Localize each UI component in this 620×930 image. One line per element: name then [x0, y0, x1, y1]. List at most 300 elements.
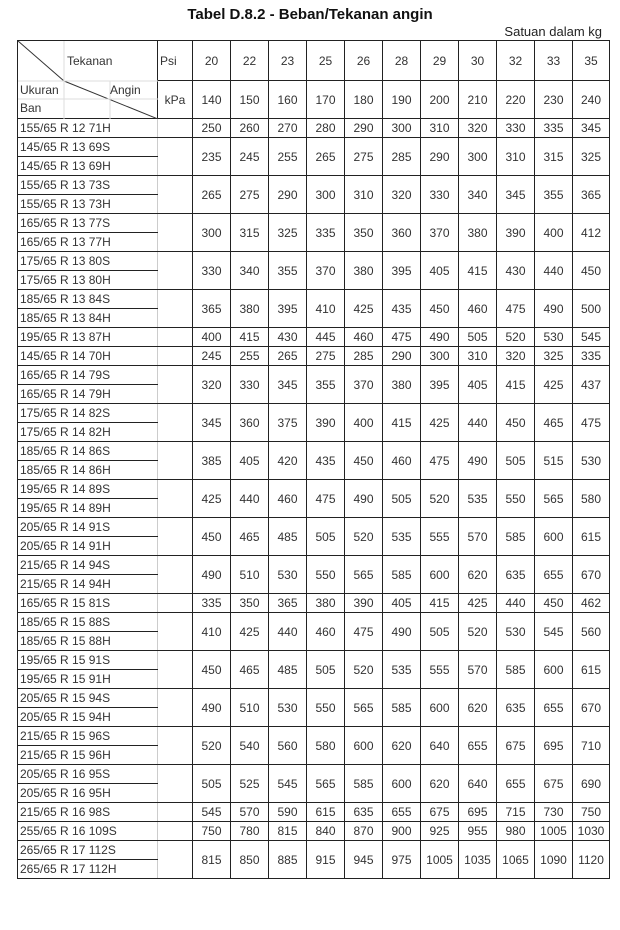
load-value: 490: [383, 613, 421, 651]
load-value: 310: [421, 119, 459, 138]
load-value: 555: [421, 518, 459, 556]
load-value: 585: [497, 518, 535, 556]
tire-size: 195/65 R 14 89S: [18, 480, 158, 499]
table-row: [18, 803, 610, 822]
kpa-value: 220: [497, 81, 535, 119]
load-value: 505: [307, 651, 345, 689]
load-value: 405: [383, 594, 421, 613]
load-value: 510: [231, 556, 269, 594]
load-value: 440: [459, 404, 497, 442]
load-value: 340: [231, 252, 269, 290]
load-value: 325: [269, 214, 307, 252]
label-ukuran: Ukuran: [20, 83, 59, 97]
load-value: 415: [383, 404, 421, 442]
header-row-psi: [18, 41, 610, 81]
tire-size: 175/65 R 13 80S: [18, 252, 158, 271]
load-value: 270: [269, 119, 307, 138]
load-value: 460: [459, 290, 497, 328]
load-value: 525: [231, 765, 269, 803]
table-row: [18, 841, 610, 860]
tire-size: 155/65 R 12 71H: [18, 119, 158, 138]
load-value: 275: [231, 176, 269, 214]
kpa-value: 140: [193, 81, 231, 119]
load-value: 675: [535, 765, 573, 803]
load-value: 535: [383, 518, 421, 556]
load-value: 580: [573, 480, 610, 518]
load-value: 400: [535, 214, 573, 252]
load-value: 425: [231, 613, 269, 651]
load-value: 315: [535, 138, 573, 176]
load-value: 365: [269, 594, 307, 613]
load-value: 290: [345, 119, 383, 138]
load-value: 380: [383, 366, 421, 404]
tire-size: 205/65 R 16 95H: [18, 784, 158, 803]
tire-size: 165/65 R 15 81S: [18, 594, 158, 613]
load-value: 475: [497, 290, 535, 328]
load-value: 460: [307, 613, 345, 651]
blank-cell: [158, 252, 193, 290]
load-value: 285: [345, 347, 383, 366]
load-value: 675: [421, 803, 459, 822]
tire-size: 185/65 R 15 88S: [18, 613, 158, 632]
tire-size: 155/65 R 13 73H: [18, 195, 158, 214]
load-value: 670: [573, 556, 610, 594]
load-value: 465: [231, 651, 269, 689]
tire-size: 215/65 R 15 96S: [18, 727, 158, 746]
tire-size: 195/65 R 14 89H: [18, 499, 158, 518]
load-value: 505: [497, 442, 535, 480]
unit-note: Satuan dalam kg: [504, 24, 602, 39]
load-value: 330: [231, 366, 269, 404]
load-value: 450: [421, 290, 459, 328]
load-value: 530: [535, 328, 573, 347]
load-value: 437: [573, 366, 610, 404]
load-value: 475: [421, 442, 459, 480]
load-value: 300: [307, 176, 345, 214]
tire-size: 185/65 R 13 84S: [18, 290, 158, 309]
load-value: 405: [459, 366, 497, 404]
load-value: 520: [459, 613, 497, 651]
tire-size: 185/65 R 14 86H: [18, 461, 158, 480]
load-value: 380: [307, 594, 345, 613]
kpa-value: 240: [573, 81, 610, 119]
load-value: 580: [307, 727, 345, 765]
load-value: 1090: [535, 841, 573, 879]
load-value: 655: [535, 556, 573, 594]
blank-cell: [158, 727, 193, 765]
load-value: 485: [269, 518, 307, 556]
blank-cell: [158, 765, 193, 803]
load-value: 585: [497, 651, 535, 689]
load-value: 600: [535, 651, 573, 689]
load-value: 475: [345, 613, 383, 651]
load-value: 355: [535, 176, 573, 214]
load-value: 620: [459, 556, 497, 594]
load-value: 400: [345, 404, 383, 442]
load-value: 570: [459, 651, 497, 689]
load-value: 750: [193, 822, 231, 841]
blank-cell: [158, 480, 193, 518]
tire-size: 255/65 R 16 109S: [18, 822, 158, 841]
load-value: 505: [383, 480, 421, 518]
load-value: 300: [383, 119, 421, 138]
load-value: 475: [307, 480, 345, 518]
load-value: 545: [573, 328, 610, 347]
load-value: 585: [383, 556, 421, 594]
blank-cell: [158, 404, 193, 442]
blank-cell: [158, 347, 193, 366]
kpa-value: 210: [459, 81, 497, 119]
load-value: 445: [307, 328, 345, 347]
load-value: 655: [459, 727, 497, 765]
load-value: 325: [535, 347, 573, 366]
load-value: 1030: [573, 822, 610, 841]
load-value: 615: [573, 651, 610, 689]
load-value: 640: [459, 765, 497, 803]
load-value: 350: [345, 214, 383, 252]
load-value: 355: [307, 366, 345, 404]
load-value: 245: [231, 138, 269, 176]
label-tekanan: Tekanan: [67, 54, 113, 68]
load-value: 590: [269, 803, 307, 822]
load-value: 425: [345, 290, 383, 328]
load-value: 670: [573, 689, 610, 727]
load-value: 600: [345, 727, 383, 765]
load-value: 290: [421, 138, 459, 176]
load-value: 505: [421, 613, 459, 651]
table-row: [18, 480, 610, 499]
load-value: 405: [421, 252, 459, 290]
load-value: 570: [459, 518, 497, 556]
load-value: 435: [307, 442, 345, 480]
tire-size: 175/65 R 14 82S: [18, 404, 158, 423]
load-value: 505: [307, 518, 345, 556]
load-value: 655: [497, 765, 535, 803]
load-value: 570: [231, 803, 269, 822]
blank-cell: [158, 328, 193, 347]
load-value: 560: [573, 613, 610, 651]
load-value: 600: [421, 556, 459, 594]
load-value: 245: [193, 347, 231, 366]
load-value: 535: [459, 480, 497, 518]
load-value: 520: [193, 727, 231, 765]
load-value: 450: [345, 442, 383, 480]
tire-size: 205/65 R 15 94H: [18, 708, 158, 727]
load-value: 440: [269, 613, 307, 651]
load-value: 565: [535, 480, 573, 518]
table-row: [18, 651, 610, 670]
load-value: 635: [497, 556, 535, 594]
label-ban: Ban: [20, 101, 42, 115]
load-value: 330: [497, 119, 535, 138]
load-value: 440: [497, 594, 535, 613]
load-value: 635: [497, 689, 535, 727]
load-value: 260: [231, 119, 269, 138]
load-value: 460: [383, 442, 421, 480]
load-value: 345: [193, 404, 231, 442]
psi-value: 22: [231, 41, 269, 81]
load-value: 380: [459, 214, 497, 252]
kpa-value: 160: [269, 81, 307, 119]
blank-cell: [158, 556, 193, 594]
load-value: 730: [535, 803, 573, 822]
load-value: 265: [269, 347, 307, 366]
load-value: 515: [535, 442, 573, 480]
load-value: 555: [421, 651, 459, 689]
load-value: 435: [383, 290, 421, 328]
load-value: 490: [421, 328, 459, 347]
psi-label: Psi: [158, 41, 193, 81]
load-value: 365: [573, 176, 610, 214]
load-value: 390: [497, 214, 535, 252]
load-value: 620: [459, 689, 497, 727]
load-value: 545: [535, 613, 573, 651]
load-value: 450: [193, 518, 231, 556]
load-value: 440: [535, 252, 573, 290]
blank-cell: [158, 214, 193, 252]
load-value: 635: [345, 803, 383, 822]
load-value: 310: [497, 138, 535, 176]
load-pressure-table: [17, 40, 610, 879]
table-row: [18, 765, 610, 784]
kpa-value: 200: [421, 81, 459, 119]
load-value: 840: [307, 822, 345, 841]
psi-value: 28: [383, 41, 421, 81]
load-value: 675: [497, 727, 535, 765]
load-value: 1120: [573, 841, 610, 879]
load-value: 620: [421, 765, 459, 803]
load-value: 540: [231, 727, 269, 765]
load-value: 400: [193, 328, 231, 347]
load-value: 415: [497, 366, 535, 404]
load-value: 550: [307, 689, 345, 727]
load-value: 980: [497, 822, 535, 841]
load-value: 320: [193, 366, 231, 404]
load-value: 780: [231, 822, 269, 841]
load-value: 335: [193, 594, 231, 613]
load-value: 565: [345, 689, 383, 727]
load-value: 325: [573, 138, 610, 176]
load-value: 462: [573, 594, 610, 613]
psi-value: 25: [307, 41, 345, 81]
table-row: [18, 556, 610, 575]
load-value: 290: [269, 176, 307, 214]
tire-size: 215/65 R 14 94H: [18, 575, 158, 594]
load-value: 615: [573, 518, 610, 556]
table-row: [18, 252, 610, 271]
load-value: 490: [345, 480, 383, 518]
load-value: 390: [345, 594, 383, 613]
load-value: 530: [497, 613, 535, 651]
tire-size: 145/65 R 13 69H: [18, 157, 158, 176]
table-row: [18, 727, 610, 746]
psi-value: 32: [497, 41, 535, 81]
load-value: 300: [421, 347, 459, 366]
tire-size: 215/65 R 15 96H: [18, 746, 158, 765]
load-value: 975: [383, 841, 421, 879]
load-value: 520: [345, 518, 383, 556]
load-value: 585: [345, 765, 383, 803]
load-value: 310: [345, 176, 383, 214]
load-value: 380: [345, 252, 383, 290]
load-value: 310: [459, 347, 497, 366]
load-value: 505: [193, 765, 231, 803]
load-value: 450: [497, 404, 535, 442]
load-value: 440: [231, 480, 269, 518]
tire-size: 165/65 R 13 77S: [18, 214, 158, 233]
tire-size: 185/65 R 15 88H: [18, 632, 158, 651]
load-value: 425: [535, 366, 573, 404]
load-value: 815: [193, 841, 231, 879]
load-value: 410: [193, 613, 231, 651]
kpa-value: 180: [345, 81, 383, 119]
table-row: [18, 404, 610, 423]
load-value: 915: [307, 841, 345, 879]
load-value: 475: [383, 328, 421, 347]
load-value: 340: [459, 176, 497, 214]
load-value: 250: [193, 119, 231, 138]
blank-cell: [158, 176, 193, 214]
load-value: 275: [307, 347, 345, 366]
load-value: 275: [345, 138, 383, 176]
load-value: 315: [231, 214, 269, 252]
table-row: [18, 290, 610, 309]
load-value: 640: [421, 727, 459, 765]
load-value: 710: [573, 727, 610, 765]
load-value: 430: [497, 252, 535, 290]
tire-size: 205/65 R 14 91S: [18, 518, 158, 537]
load-value: 255: [231, 347, 269, 366]
blank-cell: [158, 366, 193, 404]
load-value: 485: [269, 651, 307, 689]
blank-cell: [158, 290, 193, 328]
blank-cell: [158, 138, 193, 176]
tire-size: 265/65 R 17 112H: [18, 860, 158, 879]
blank-cell: [158, 442, 193, 480]
table-row: [18, 613, 610, 632]
load-value: 365: [193, 290, 231, 328]
load-value: 520: [497, 328, 535, 347]
load-value: 360: [383, 214, 421, 252]
load-value: 530: [573, 442, 610, 480]
load-value: 550: [497, 480, 535, 518]
load-value: 425: [459, 594, 497, 613]
load-value: 600: [383, 765, 421, 803]
load-value: 900: [383, 822, 421, 841]
load-value: 290: [383, 347, 421, 366]
blank-cell: [158, 651, 193, 689]
load-value: 395: [421, 366, 459, 404]
table-row: [18, 119, 610, 138]
load-value: 430: [269, 328, 307, 347]
load-value: 415: [459, 252, 497, 290]
load-value: 530: [269, 556, 307, 594]
page-title: Tabel D.8.2 - Beban/Tekanan angin: [187, 6, 433, 23]
tire-size: 155/65 R 13 73S: [18, 176, 158, 195]
load-value: 235: [193, 138, 231, 176]
load-value: 565: [345, 556, 383, 594]
load-value: 655: [535, 689, 573, 727]
load-value: 620: [383, 727, 421, 765]
load-value: 545: [269, 765, 307, 803]
load-value: 335: [307, 214, 345, 252]
load-value: 490: [193, 689, 231, 727]
table-row: [18, 138, 610, 157]
load-value: 1005: [535, 822, 573, 841]
load-value: 420: [269, 442, 307, 480]
table-row: [18, 594, 610, 613]
load-value: 300: [459, 138, 497, 176]
load-value: 585: [383, 689, 421, 727]
load-value: 370: [421, 214, 459, 252]
blank-cell: [158, 613, 193, 651]
tire-size: 205/65 R 16 95S: [18, 765, 158, 784]
blank-cell: [158, 822, 193, 841]
load-value: 560: [269, 727, 307, 765]
load-value: 395: [269, 290, 307, 328]
table-row: [18, 328, 610, 347]
blank-cell: [158, 518, 193, 556]
load-value: 1065: [497, 841, 535, 879]
load-value: 405: [231, 442, 269, 480]
load-value: 490: [459, 442, 497, 480]
label-angin: Angin: [110, 83, 141, 97]
tire-size: 175/65 R 13 80H: [18, 271, 158, 290]
psi-value: 20: [193, 41, 231, 81]
load-value: 410: [307, 290, 345, 328]
tire-size: 185/65 R 14 86S: [18, 442, 158, 461]
load-value: 945: [345, 841, 383, 879]
load-value: 505: [459, 328, 497, 347]
load-value: 520: [421, 480, 459, 518]
table-row: [18, 518, 610, 537]
blank-cell: [158, 689, 193, 727]
load-value: 565: [307, 765, 345, 803]
load-value: 255: [269, 138, 307, 176]
load-value: 412: [573, 214, 610, 252]
tire-size: 165/65 R 14 79H: [18, 385, 158, 404]
tire-size: 195/65 R 15 91S: [18, 651, 158, 670]
tire-size: 195/65 R 15 91H: [18, 670, 158, 689]
psi-value: 30: [459, 41, 497, 81]
kpa-value: 190: [383, 81, 421, 119]
load-value: 695: [535, 727, 573, 765]
load-value: 530: [269, 689, 307, 727]
table-row: [18, 214, 610, 233]
load-value: 600: [421, 689, 459, 727]
psi-value: 26: [345, 41, 383, 81]
load-value: 600: [535, 518, 573, 556]
psi-value: 23: [269, 41, 307, 81]
table-row: [18, 366, 610, 385]
load-value: 320: [459, 119, 497, 138]
tire-size: 205/65 R 15 94S: [18, 689, 158, 708]
load-value: 265: [193, 176, 231, 214]
load-value: 450: [535, 594, 573, 613]
blank-cell: [158, 841, 193, 879]
psi-value: 29: [421, 41, 459, 81]
load-value: 695: [459, 803, 497, 822]
load-value: 265: [307, 138, 345, 176]
tire-size: 265/65 R 17 112S: [18, 841, 158, 860]
load-value: 885: [269, 841, 307, 879]
tire-size: 215/65 R 16 98S: [18, 803, 158, 822]
load-value: 415: [421, 594, 459, 613]
tire-size: 185/65 R 13 84H: [18, 309, 158, 328]
load-value: 355: [269, 252, 307, 290]
load-value: 955: [459, 822, 497, 841]
load-value: 690: [573, 765, 610, 803]
